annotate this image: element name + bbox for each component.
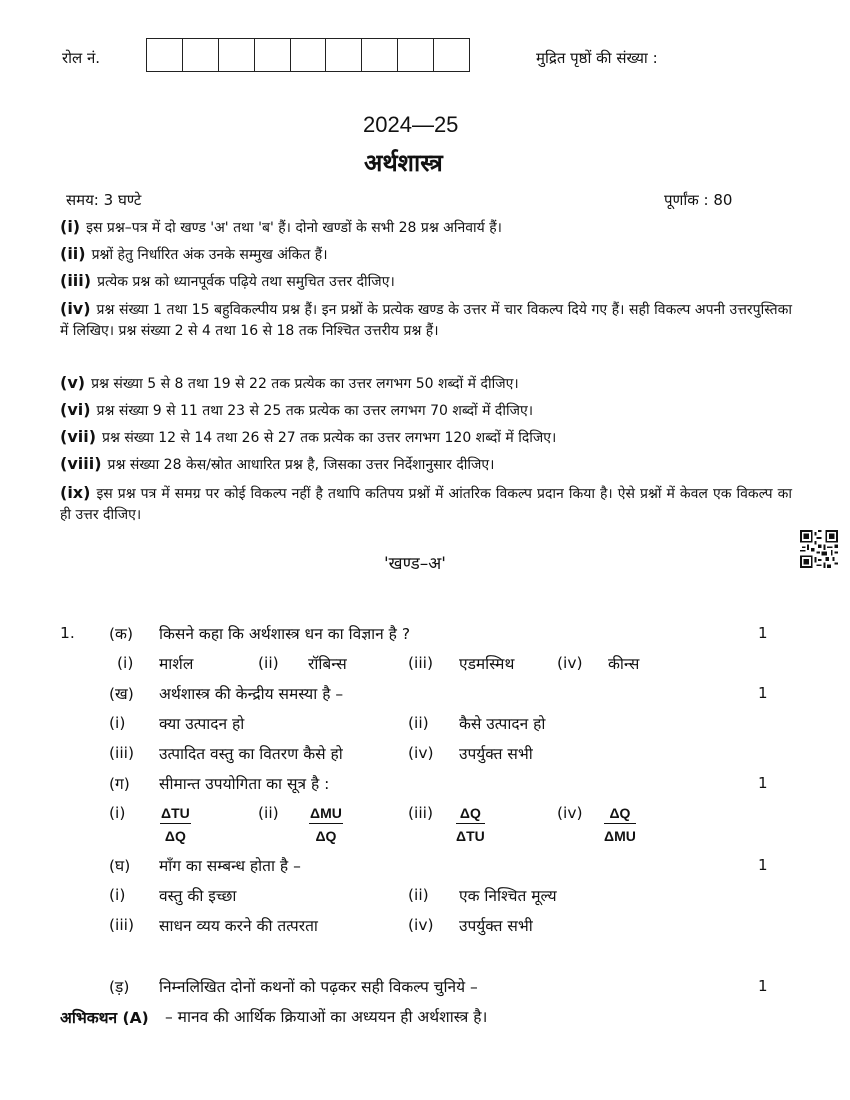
option-text: उत्पादित वस्तु का वितरण कैसे हो xyxy=(159,745,343,763)
marks-value: 1 xyxy=(758,977,768,995)
roll-number-label: रोल नं. xyxy=(62,49,101,67)
option-text: मार्शल xyxy=(159,655,194,673)
option-number: (iv) xyxy=(408,744,434,762)
subquestion-text: माँग का सम्बन्ध होता है – xyxy=(159,857,301,875)
subquestion-text: सीमान्त उपयोगिता का सूत्र है : xyxy=(159,775,330,793)
option-number: (ii) xyxy=(408,886,429,904)
instruction-number: (vii) xyxy=(60,427,97,446)
roll-digit-box[interactable] xyxy=(219,39,255,71)
instruction-item xyxy=(60,216,792,239)
marks-value: 1 xyxy=(758,624,768,642)
instruction-item xyxy=(60,243,792,266)
instruction-text: प्रश्न संख्या 1 तथा 15 बहुविकल्पीय प्रश्न हैं। इन प्रश्नों के प्रत्येक खण्ड के उत्तर में चार विकल्प दिये गए हैं। सही विकल्प अपनी उत्तरपुस्तिका में लिखिए। प्रश्न संख्या 2 से 4 तथा 16 से 18 तक निश्चित उत्तरीय प्रश्न हैं। xyxy=(60,302,792,339)
instruction-number: (iv) xyxy=(60,299,91,318)
instruction-text: इस प्रश्न पत्र में समग्र पर कोई विकल्प नहीं है तथापि कतिपय प्रश्नों में आंतरिक विकल्प प्रदान किया है। ऐसे प्रश्नों में केवल एक विकल्प का ही उत्तर दीजिए। xyxy=(60,486,792,523)
option-text: कीन्स xyxy=(608,655,640,673)
instruction-text: इस प्रश्न–पत्र में दो खण्ड 'अ' तथा 'ब' हैं। दोनो खण्डों के सभी 28 प्रश्न अनिवार्य हैं। xyxy=(86,220,502,236)
option-text: उपर्युक्त सभी xyxy=(459,745,533,763)
instruction-number: (i) xyxy=(60,217,81,236)
fraction-denominator: ΔTU xyxy=(456,828,485,844)
roll-digit-box[interactable] xyxy=(434,39,469,71)
instruction-text: प्रश्नों हेतु निर्धारित अंक उनके सम्मुख अंकित हैं। xyxy=(91,247,328,263)
subquestion-label: (क) xyxy=(109,625,133,643)
subquestion-text: निम्नलिखित दोनों कथनों को पढ़कर सही विकल्प चुनिये – xyxy=(159,978,478,996)
instruction-item xyxy=(60,298,792,342)
fraction-option xyxy=(456,805,485,844)
marks-value: 1 xyxy=(758,684,768,702)
printed-pages-label: मुद्रित पृष्ठों की संख्या : xyxy=(536,49,658,67)
subquestion-label: (ड़) xyxy=(109,978,130,996)
maximum-marks: पूर्णांक : 80 xyxy=(664,191,733,209)
subquestion-text: अर्थशास्त्र की केन्द्रीय समस्या है – xyxy=(159,685,344,703)
instruction-text: प्रश्न संख्या 5 से 8 तथा 19 से 22 तक प्रत्येक का उत्तर लगभग 50 शब्दों में दीजिए। xyxy=(91,376,519,392)
instruction-item xyxy=(60,426,792,449)
instruction-number: (viii) xyxy=(60,454,102,473)
option-number: (ii) xyxy=(258,654,279,672)
marks-value: 1 xyxy=(758,774,768,792)
option-text: क्या उत्पादन हो xyxy=(159,715,245,733)
option-text: रॉबिन्स xyxy=(308,655,347,673)
option-number: (iii) xyxy=(408,804,434,822)
option-text: कैसे उत्पादन हो xyxy=(459,715,546,733)
assertion-text: – मानव की आर्थिक क्रियाओं का अध्ययन ही अर्थशास्त्र है। xyxy=(165,1008,488,1026)
time-allowed: समय: 3 घण्टे xyxy=(66,191,142,209)
option-number: (ii) xyxy=(258,804,279,822)
instruction-text: प्रश्न संख्या 28 केस/स्रोत आधारित प्रश्न है, जिसका उत्तर निर्देशानुसार दीजिए। xyxy=(107,457,495,473)
option-text: एक निश्चित मूल्य xyxy=(459,887,557,905)
instruction-number: (v) xyxy=(60,373,86,392)
qr-code-icon xyxy=(800,530,838,568)
option-number: (i) xyxy=(109,886,126,904)
assertion-label: अभिकथन (A) xyxy=(60,1009,149,1027)
instruction-item xyxy=(60,372,792,395)
instruction-item xyxy=(60,270,792,293)
option-number: (i) xyxy=(109,804,126,822)
instruction-number: (ix) xyxy=(60,483,91,502)
option-text: वस्तु की इच्छा xyxy=(159,887,237,905)
section-heading: 'खण्ड–अ' xyxy=(384,554,446,574)
option-number: (i) xyxy=(117,654,134,672)
subquestion-text: किसने कहा कि अर्थशास्त्र धन का विज्ञान है ? xyxy=(159,625,411,643)
instruction-text: प्रश्न संख्या 9 से 11 तथा 23 से 25 तक प्रत्येक का उत्तर लगभग 70 शब्दों में दीजिए। xyxy=(96,403,534,419)
subject-title: अर्थशास्त्र xyxy=(364,149,443,177)
fraction-option xyxy=(160,805,191,844)
roll-digit-box[interactable] xyxy=(291,39,327,71)
instruction-item xyxy=(60,453,792,476)
exam-year: 2024—25 xyxy=(363,112,459,137)
fraction-denominator: ΔQ xyxy=(315,828,337,844)
option-text: एडमस्मिथ xyxy=(459,655,515,673)
roll-digit-box[interactable] xyxy=(183,39,219,71)
instruction-number: (iii) xyxy=(60,271,92,290)
fraction-option xyxy=(604,805,636,844)
roll-number-boxes[interactable] xyxy=(146,38,470,72)
marks-value: 1 xyxy=(758,856,768,874)
roll-digit-box[interactable] xyxy=(255,39,291,71)
question-number: 1. xyxy=(60,624,75,642)
fraction-numerator: ΔTU xyxy=(160,805,191,824)
subquestion-label: (ग) xyxy=(109,775,130,793)
fraction-denominator: ΔQ xyxy=(164,828,186,844)
roll-digit-box[interactable] xyxy=(398,39,434,71)
option-number: (iii) xyxy=(408,654,434,672)
instruction-number: (ii) xyxy=(60,244,86,263)
subquestion-label: (ख) xyxy=(109,685,134,703)
fraction-numerator: ΔQ xyxy=(604,805,636,824)
instruction-text: प्रत्येक प्रश्न को ध्यानपूर्वक पढ़िये तथा समुचित उत्तर दीजिए। xyxy=(97,274,395,290)
option-text: साधन व्यय करने की तत्परता xyxy=(159,917,318,935)
instruction-number: (vi) xyxy=(60,400,91,419)
instruction-text: प्रश्न संख्या 12 से 14 तथा 26 से 27 तक प्रत्येक का उत्तर लगभग 120 शब्दों में दिजिए। xyxy=(102,430,557,446)
roll-digit-box[interactable] xyxy=(362,39,398,71)
option-number: (iii) xyxy=(109,744,135,762)
fraction-denominator: ΔMU xyxy=(604,828,636,844)
fraction-option xyxy=(309,805,343,844)
roll-digit-box[interactable] xyxy=(147,39,183,71)
option-number: (iv) xyxy=(557,804,583,822)
instruction-item xyxy=(60,399,792,422)
option-text: उपर्युक्त सभी xyxy=(459,917,533,935)
option-number: (iii) xyxy=(109,916,135,934)
subquestion-label: (घ) xyxy=(109,857,131,875)
option-number: (i) xyxy=(109,714,126,732)
fraction-numerator: ΔMU xyxy=(309,805,343,824)
roll-digit-box[interactable] xyxy=(326,39,362,71)
instruction-item xyxy=(60,482,792,526)
option-number: (ii) xyxy=(408,714,429,732)
option-number: (iv) xyxy=(557,654,583,672)
fraction-numerator: ΔQ xyxy=(456,805,485,824)
option-number: (iv) xyxy=(408,916,434,934)
